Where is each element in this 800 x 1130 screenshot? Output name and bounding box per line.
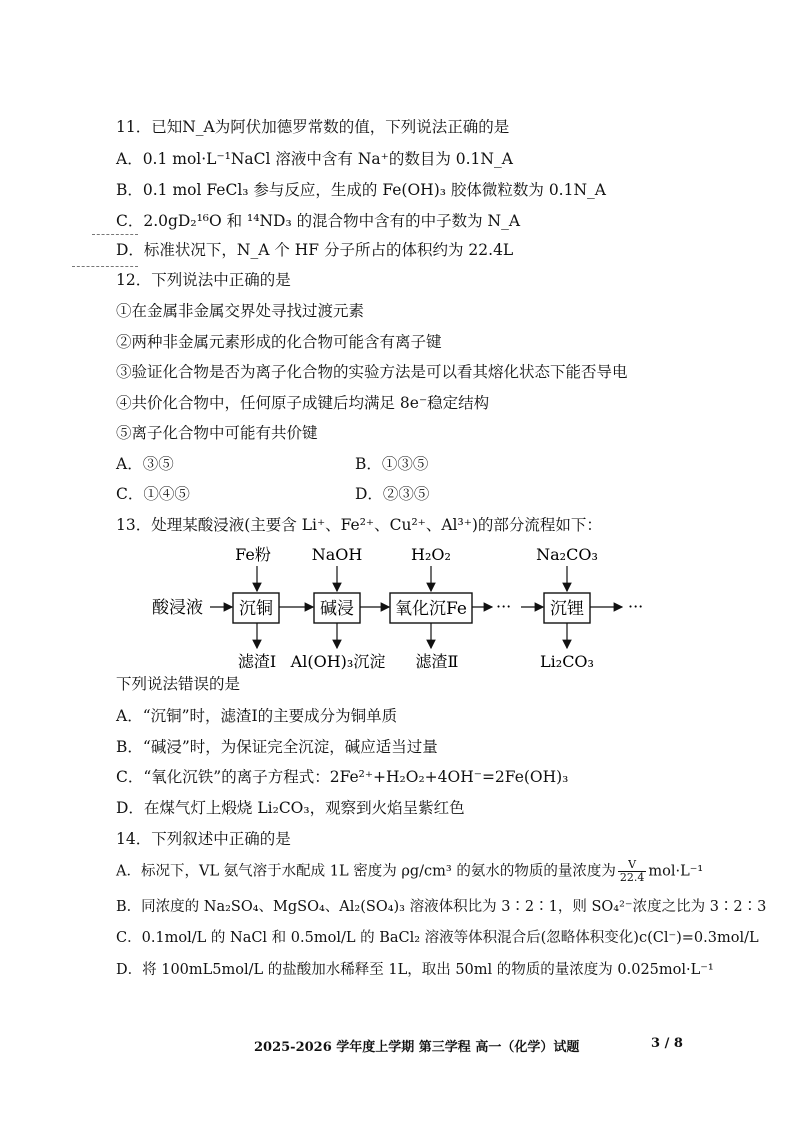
q13-stem: 13．处理某酸浸液(主要含 Li⁺、Fe²⁺、Cu²⁺、Al³⁺)的部分流程如下： bbox=[116, 516, 602, 534]
q12-statement-1: ①在金属非金属交界处寻找过渡元素 bbox=[116, 302, 365, 320]
process-flow-diagram bbox=[0, 540, 800, 680]
q14-option-b: B．同浓度的 Na₂SO₄、MgSO₄、Al₂(SO₄)₃ 溶液体积比为 3∶2∶1，则 SO₄²⁻浓度之比为 3∶2∶3 bbox=[116, 899, 767, 915]
output-aloh3: Al(OH)₃沉淀 bbox=[290, 652, 386, 671]
flow-box-4-label: 沉锂 bbox=[550, 599, 584, 619]
q12-statement-4: ④共价化合物中，任何原子成键后均满足 8e⁻稳定结构 bbox=[116, 394, 490, 412]
q14-option-a-text: A．标况下，VL 氨气溶于水配成 1L 密度为 ρg/cm³ 的氨水的物质的量浓度为 bbox=[116, 863, 616, 880]
q13-option-d: D．在煤气灯上煅烧 Li₂CO₃，观察到火焰呈紫红色 bbox=[116, 799, 465, 817]
reagent-naoh: NaOH bbox=[311, 545, 363, 564]
dashed-divider bbox=[72, 266, 138, 267]
flow-input-label: 酸浸液 bbox=[152, 598, 203, 618]
flow-ellipsis-1: ··· bbox=[496, 597, 512, 616]
q12-statement-2: ②两种非金属元素形成的化合物可能含有离子键 bbox=[116, 333, 442, 351]
flow-box-3-label: 氧化沉Fe bbox=[395, 599, 467, 619]
q12-statement-3: ③验证化合物是否为离子化合物的实验方法是可以看其熔化状态下能否导电 bbox=[116, 363, 628, 381]
q11-stem: 11．已知N_A为阿伏加德罗常数的值，下列说法正确的是 bbox=[116, 118, 510, 136]
q13-option-b: B．“碱浸”时，为保证完全沉淀，碱应适当过量 bbox=[116, 738, 438, 756]
output-residue-2: 滤渣Ⅱ bbox=[415, 652, 459, 671]
fraction-numerator: V bbox=[618, 859, 647, 872]
q12-stem: 12．下列说法中正确的是 bbox=[116, 271, 291, 289]
q12-option-b: B．①③⑤ bbox=[355, 455, 429, 473]
q12-option-a: A．③⑤ bbox=[116, 455, 174, 473]
q14-option-d: D．将 100mL5mol/L 的盐酸加水稀释至 1L，取出 50ml 的物质的量浓度为 0.025mol·L⁻¹ bbox=[116, 962, 714, 978]
q13-option-a: A．“沉铜”时，滤渣Ⅰ的主要成分为铜单质 bbox=[116, 707, 398, 725]
q14-stem: 14．下列叙述中正确的是 bbox=[116, 830, 291, 848]
q11-option-a: A．0.1 mol·L⁻¹NaCl 溶液中含有 Na⁺的数目为 0.1N_A bbox=[116, 150, 513, 168]
reagent-h2o2: H₂O₂ bbox=[411, 545, 451, 564]
q11-option-c: C．2.0gD₂¹⁶O 和 ¹⁴ND₃ 的混合物中含有的中子数为 N_A bbox=[116, 212, 521, 230]
q11-option-b: B．0.1 mol FeCl₃ 参与反应，生成的 Fe(OH)₃ 胶体微粒数为 0.1N_A bbox=[116, 181, 606, 199]
q13-prompt: 下列说法错误的是 bbox=[116, 675, 241, 693]
output-residue-1: 滤渣Ⅰ bbox=[237, 652, 277, 671]
q14-option-a-unit: mol·L⁻¹ bbox=[648, 863, 704, 880]
q11-option-d: D．标准状况下，N_A 个 HF 分子所占的体积约为 22.4L bbox=[116, 241, 514, 259]
dashed-divider bbox=[92, 234, 138, 235]
page-number: 3 / 8 bbox=[651, 1036, 683, 1051]
concentration-fraction bbox=[618, 859, 647, 884]
q12-option-d: D．②③⑤ bbox=[355, 485, 430, 503]
q12-statement-5: ⑤离子化合物中可能有共价键 bbox=[116, 424, 318, 442]
q12-option-c: C．①④⑤ bbox=[116, 485, 190, 503]
reagent-fe-powder: Fe粉 bbox=[235, 545, 271, 564]
flow-box-1-label: 沉铜 bbox=[239, 599, 273, 619]
fraction-denominator: 22.4 bbox=[619, 871, 645, 884]
q14-option-a bbox=[116, 859, 703, 884]
q13-option-c: C．“氧化沉铁”的离子方程式：2Fe²⁺+H₂O₂+4OH⁻=2Fe(OH)₃ bbox=[116, 768, 569, 786]
output-li2co3: Li₂CO₃ bbox=[540, 652, 594, 671]
q14-option-c: C．0.1mol/L 的 NaCl 和 0.5mol/L 的 BaCl₂ 溶液等体积混合后(忽略体积变化)c(Cl⁻)=0.3mol/L bbox=[116, 930, 759, 946]
reagent-na2co3: Na₂CO₃ bbox=[536, 545, 598, 564]
exam-footer-title: 2025-2026 学年度上学期 第三学程 高一（化学）试题 bbox=[254, 1040, 580, 1055]
flow-box-2-label: 碱浸 bbox=[320, 599, 354, 619]
flow-ellipsis-2: ··· bbox=[628, 597, 644, 616]
